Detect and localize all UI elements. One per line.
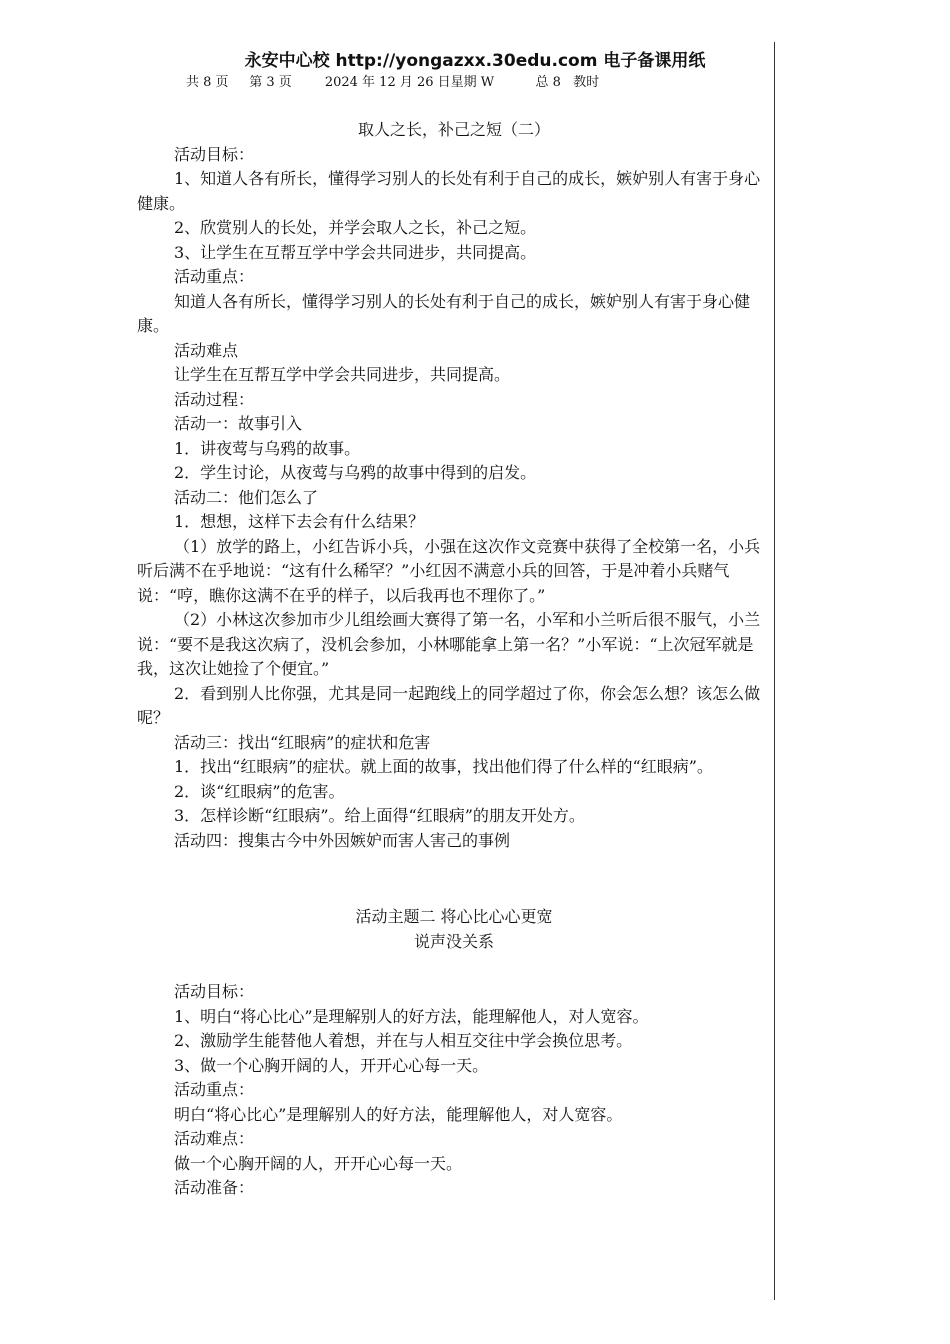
paragraph: 1．讲夜莺与乌鸦的故事。 bbox=[174, 438, 361, 458]
paragraph: 1．找出“红眼病”的症状。就上面的故事，找出他们得了什么样的“红眼病”。 bbox=[174, 757, 713, 776]
page-current: 第 3 页 bbox=[249, 75, 292, 90]
paragraph: （1）放学的路上，小红告诉小兵，小强在这次作文竞赛中获得了全校第一名，小兵听后满不在乎地说：“这有什么稀罕？”小红因不满意小兵的回答，于是冲着小兵赌气说：“哼，瞧你这满不在乎的样子，以后我再也不理你了。” bbox=[137, 536, 761, 605]
paragraph: 1．想想，这样下去会有什么结果？ bbox=[174, 512, 425, 531]
paragraph: 活动一：故事引入 bbox=[174, 414, 303, 433]
paragraph: （2）小林这次参加市少儿组绘画大赛得了第一名，小军和小兰听后很不服气，小兰说：“要不是我这次病了，没机会参加，小林哪能拿上第一名？”小军说：“上次冠军就是我，这次让她捡了个便宜。” bbox=[137, 610, 761, 678]
paragraph: 活动难点 bbox=[174, 340, 239, 360]
header-date: 2024 年 12 月 26 日星期 W bbox=[324, 75, 495, 90]
margin-rule bbox=[774, 42, 775, 1300]
header-title: 永安中心校 http://yongazxx.30edu.com 电子备课用纸 bbox=[244, 51, 706, 71]
paragraph: 活动准备： bbox=[174, 1178, 255, 1197]
paragraph: 3．怎样诊断“红眼病”。给上面得“红眼病”的朋友开处方。 bbox=[174, 806, 585, 825]
paragraph: 活动重点： bbox=[174, 267, 255, 286]
paragraph: 活动三：找出“红眼病”的症状和危害 bbox=[174, 732, 431, 752]
paragraph: 活动过程： bbox=[174, 389, 255, 409]
paragraph: 活动四：搜集古今中外因嫉妒而害人害己的事例 bbox=[174, 830, 511, 850]
paragraph: 知道人各有所长，懂得学习别人的长处有利于自己的成长，嫉妒别人有害于身心健康。 bbox=[137, 291, 751, 335]
section-heading: 取人之长，补己之短（二） bbox=[357, 120, 550, 139]
pages-total: 共 8 页 bbox=[186, 75, 229, 90]
section-heading: 说声没关系 bbox=[413, 931, 494, 951]
paragraph: 2．看到别人比你强，尤其是同一起跑线上的同学超过了你，你会怎么想？该怎么做呢？ bbox=[137, 683, 761, 727]
paragraph: 3、做一个心胸开阔的人，开开心心每一天。 bbox=[174, 1055, 489, 1075]
paragraph: 活动难点： bbox=[174, 1129, 255, 1148]
paragraph: 让学生在互帮互学中学会共同进步，共同提高。 bbox=[174, 365, 511, 384]
paragraph: 做一个心胸开阔的人，开开心心每一天。 bbox=[174, 1153, 463, 1173]
paragraph: 2、欣赏别人的长处，并学会取人之长，补己之短。 bbox=[174, 218, 537, 237]
header-meta bbox=[186, 71, 599, 90]
paragraph: 明白“将心比心”是理解别人的好方法，能理解他人，对人宽容。 bbox=[174, 1104, 623, 1124]
paragraph: 3、让学生在互帮互学中学会共同进步，共同提高。 bbox=[174, 242, 537, 262]
paragraph: 活动重点： bbox=[174, 1080, 255, 1099]
paragraph: 活动目标： bbox=[174, 144, 255, 164]
paragraph: 1、知道人各有所长，懂得学习别人的长处有利于自己的成长，嫉妒别人有害于身心健康。 bbox=[137, 169, 761, 213]
paragraph: 2．谈“红眼病”的危害。 bbox=[174, 781, 345, 801]
paragraph: 1、明白“将心比心”是理解别人的好方法，能理解他人，对人宽容。 bbox=[174, 1006, 649, 1026]
total-lessons: 总 8 教时 bbox=[535, 75, 600, 90]
paragraph: 2、激励学生能替他人着想，并在与人相互交往中学会换位思考。 bbox=[174, 1031, 633, 1050]
paragraph: 活动目标： bbox=[174, 982, 255, 1001]
paragraph: 活动二：他们怎么了 bbox=[174, 487, 319, 507]
document-body bbox=[137, 118, 771, 1201]
section-heading: 活动主题二 将心比心心更宽 bbox=[355, 907, 553, 926]
paragraph: 2．学生讨论，从夜莺与乌鸦的故事中得到的启发。 bbox=[174, 463, 537, 482]
